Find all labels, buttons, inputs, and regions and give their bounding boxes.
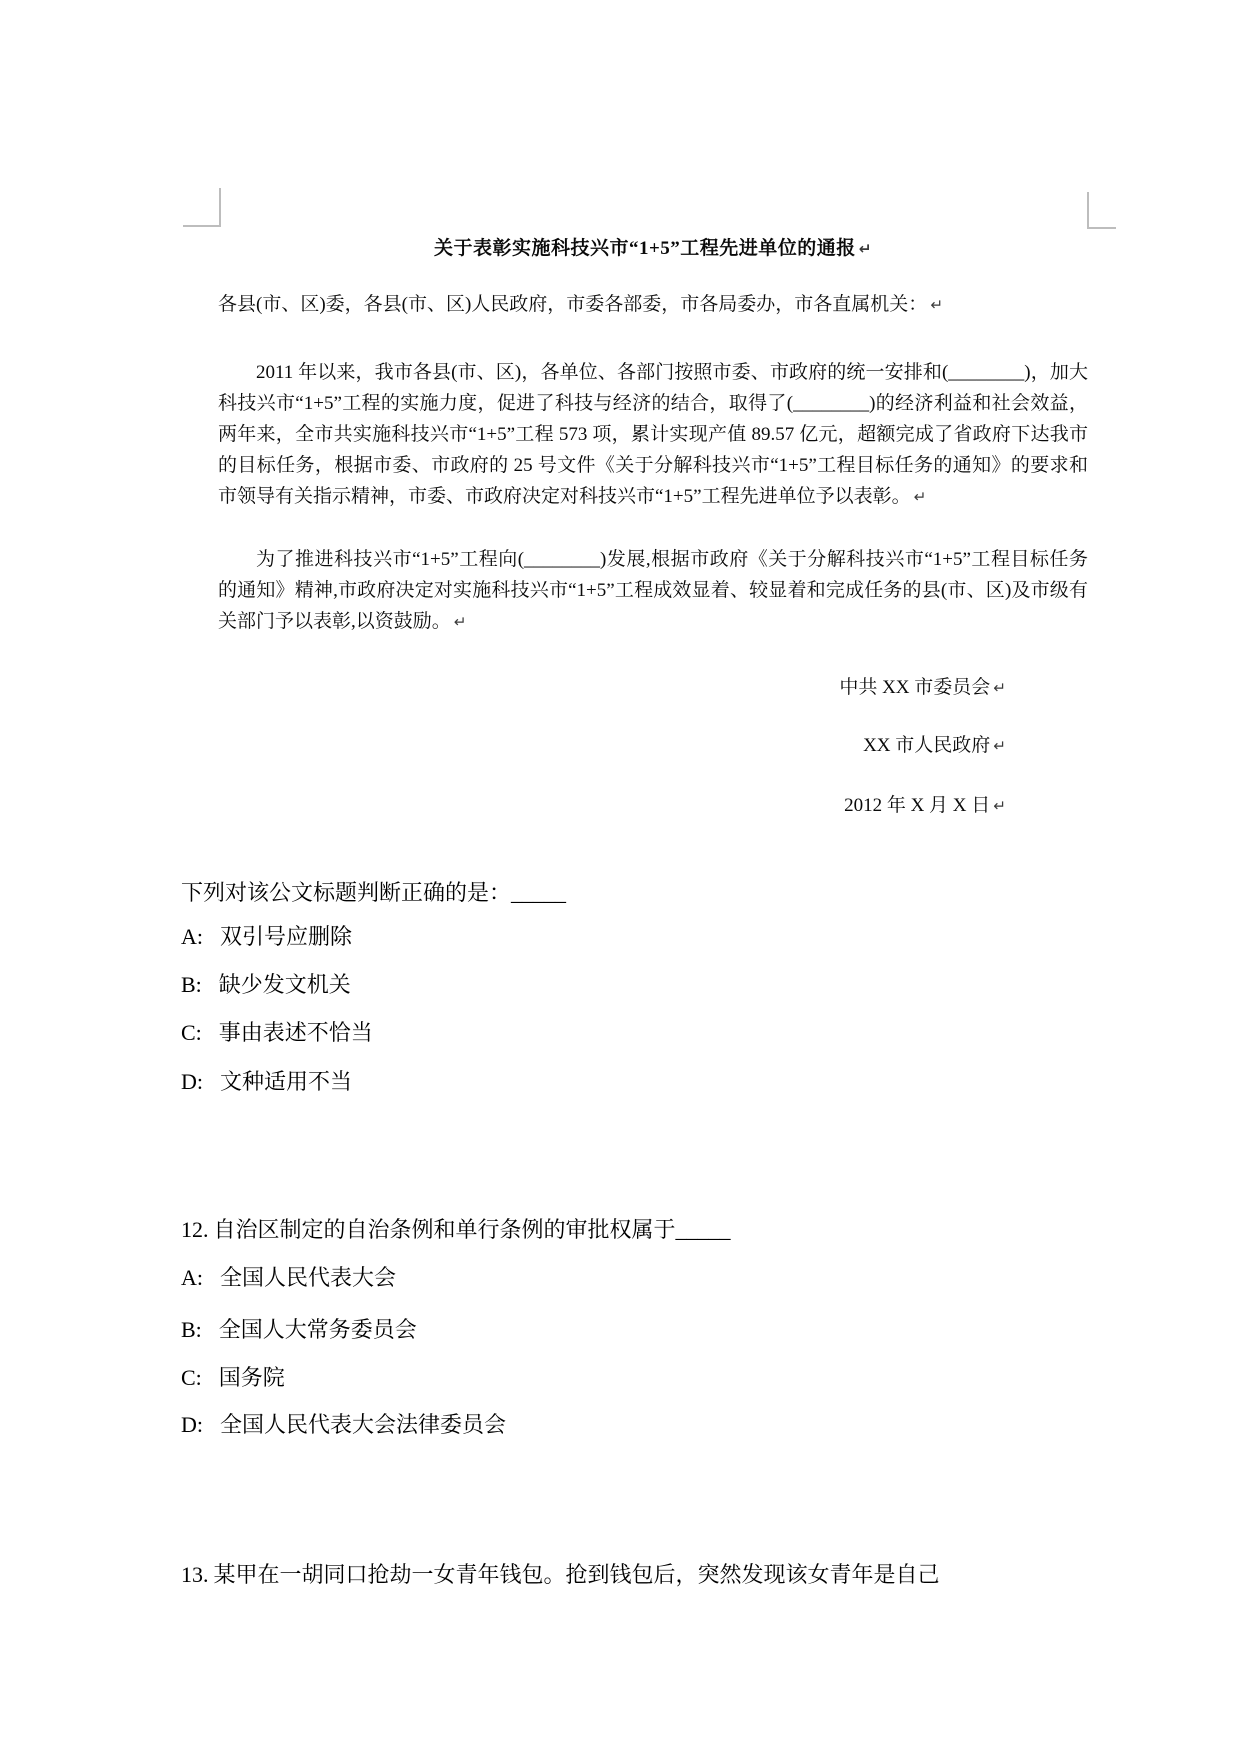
- option-text: 事由表述不恰当: [218, 1020, 373, 1045]
- signature-date-text: 2012 年 X 月 X 日: [844, 795, 991, 816]
- document-title: [218, 233, 1088, 265]
- text-boundary-corner-left-icon: [183, 188, 221, 227]
- signature-date: [218, 793, 1006, 819]
- option-text: 全国人大常务委员会: [218, 1317, 417, 1342]
- option-text: 国务院: [218, 1365, 285, 1390]
- paragraph-mark-icon: ↵: [993, 679, 1006, 697]
- question-12-option-d: [181, 1411, 1111, 1439]
- option-text: 全国人民代表大会: [220, 1265, 397, 1290]
- option-text: 双引号应删除: [220, 924, 353, 949]
- signature-org-2: [218, 733, 1006, 759]
- paragraph-mark-icon: ↵: [930, 296, 944, 314]
- option-label: B:: [181, 972, 202, 997]
- option-label: C:: [181, 1365, 202, 1390]
- paragraph-mark-icon: ↵: [858, 240, 873, 258]
- question-11-option-d: [181, 1068, 1111, 1096]
- question-number: 12.: [181, 1217, 209, 1242]
- question-number: 13.: [181, 1562, 209, 1587]
- option-label: D:: [181, 1412, 203, 1437]
- text-boundary-corner-right-icon: [1087, 192, 1116, 229]
- document-salutation-text: 各县(市、区)委，各县(市、区)人民政府，市委各部委，市各局委办，市各直属机关：: [218, 294, 928, 315]
- option-text: 文种适用不当: [220, 1069, 353, 1094]
- paragraph-mark-icon: ↵: [453, 613, 467, 631]
- document-paragraph-1-text: 2011 年以来，我市各县(市、区)，各单位、各部门按照市委、市政府的统一安排和(________)，加大科技兴市“1+5”工程的实施力度，促进了科技与经济的结合，取得了(________)的经济利益和社会效益，两年来，全市共实施科技兴市“1+5”工程 573 项，累计实现产值 89.57 亿元，超额完成了省政府下达我市的目标任务，根据市委、市政府的 25 号文件《关于分解科技兴市“1+5”工程目标任务的通知》的要求和市领导有关指示精神，市委、市政府决定对科技兴市“1+5”工程先进单位予以表彰。: [218, 362, 1088, 507]
- question-13-stem: [181, 1561, 1111, 1589]
- paragraph-mark-icon: ↵: [913, 488, 927, 506]
- question-12-stem: [181, 1216, 1111, 1244]
- question-stem-text: 自治区制定的自治条例和单行条例的审批权属于_____: [213, 1217, 731, 1242]
- option-label: C:: [181, 1020, 202, 1045]
- signature-org-1: [218, 675, 1006, 701]
- option-label: B:: [181, 1317, 202, 1342]
- document-paragraph-2: [218, 544, 1088, 638]
- signature-org-2-text: XX 市人民政府: [863, 735, 991, 756]
- option-label: D:: [181, 1069, 203, 1094]
- question-12-option-c: [181, 1364, 1111, 1392]
- option-label: A:: [181, 924, 203, 949]
- option-text: 缺少发文机关: [218, 972, 351, 997]
- question-stem-text: 某甲在一胡同口抢劫一女青年钱包。抢到钱包后，突然发现该女青年是自己: [213, 1562, 940, 1587]
- document-title-text: 关于表彰实施科技兴市“1+5”工程先进单位的通报: [433, 238, 856, 259]
- question-11-option-a: [181, 923, 1111, 951]
- question-12-option-a: [181, 1264, 1111, 1292]
- option-text: 全国人民代表大会法律委员会: [220, 1412, 507, 1437]
- question-11-option-b: [181, 971, 1111, 999]
- question-11-stem: 下列对该公文标题判断正确的是：_____: [181, 880, 567, 905]
- paragraph-mark-icon: ↵: [993, 737, 1006, 755]
- document-paragraph-2-text: 为了推进科技兴市“1+5”工程向(________)发展,根据市政府《关于分解科技兴市“1+5”工程目标任务的通知》精神,市政府决定对实施科技兴市“1+5”工程成效显着、较显着和完成任务的县(市、区)及市级有关部门予以表彰,以资鼓励。: [218, 549, 1088, 632]
- question-11-option-c: [181, 1019, 1111, 1047]
- document-salutation: [218, 289, 1088, 321]
- signature-org-1-text: 中共 XX 市委员会: [839, 677, 991, 698]
- paragraph-mark-icon: ↵: [993, 797, 1006, 815]
- question-12-option-b: [181, 1316, 1111, 1344]
- option-label: A:: [181, 1265, 203, 1290]
- document-paragraph-1: [218, 357, 1088, 513]
